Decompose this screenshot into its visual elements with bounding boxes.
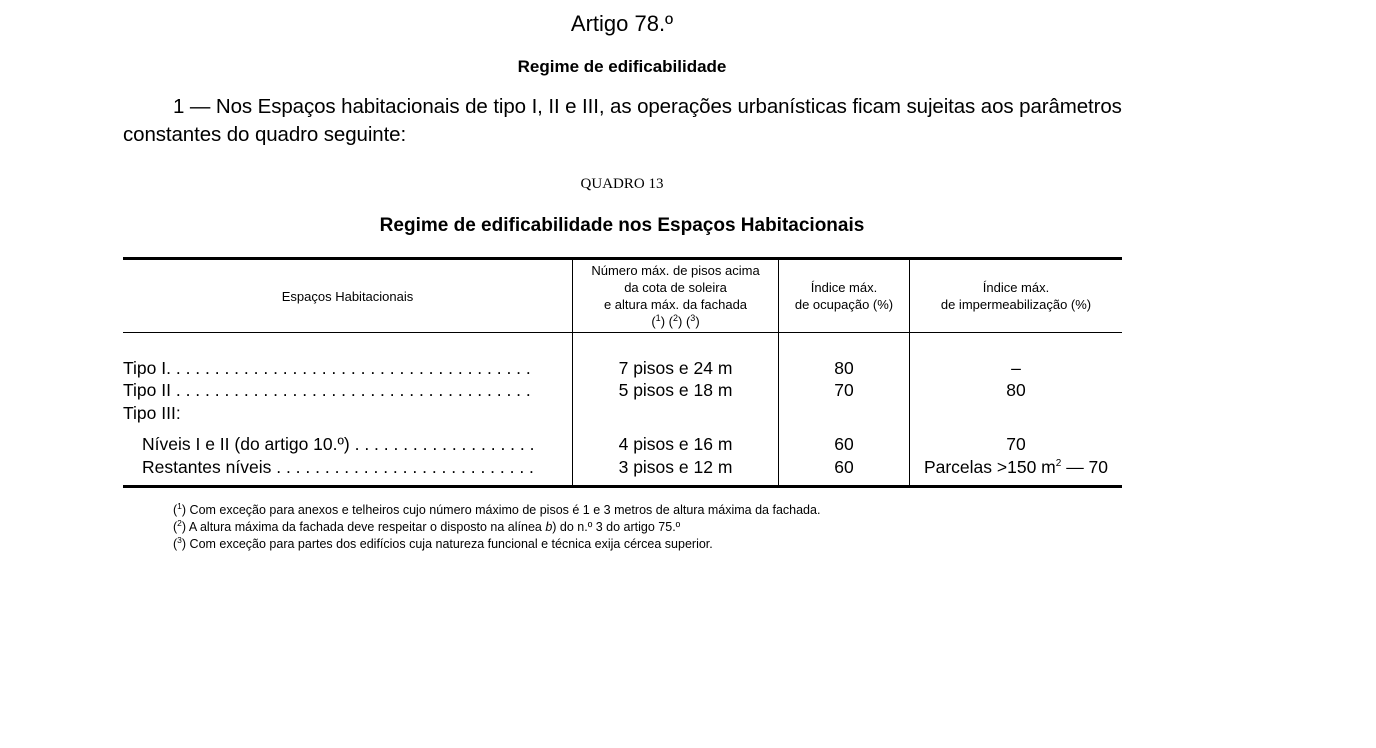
table-cell-floors: 4 pisos e 16 m [618, 434, 733, 454]
table-row-label: Níveis I e II (do artigo 10.º) . . . . . . . . . . . . . . . . . . . [142, 434, 535, 454]
table-cell-occupation: 60 [834, 457, 854, 477]
header-impermeabilizacao-line1: Índice máx. [982, 280, 1050, 295]
table-cell-impermeabilization: 80 [1006, 380, 1026, 400]
table-label: QUADRO 13 [580, 176, 664, 192]
table-cell-impermeabilization: – [1011, 358, 1021, 378]
table-cell-floors: 3 pisos e 12 m [618, 457, 733, 477]
header-pisos-line3: e altura máx. da fachada [603, 297, 748, 312]
header-espacos-label: Espaços Habitacionais [281, 288, 414, 304]
header-impermeabilizacao-line2: de impermeabilização (%) [940, 297, 1092, 312]
article-subtitle: Regime de edificabilidade [517, 57, 727, 76]
header-pisos-refs: ($^1$) ($^2$) ($^3$) [651, 313, 700, 329]
header-ocupacao-line1: Índice máx. [810, 280, 878, 295]
header-ocupacao [779, 260, 909, 332]
header-impermeabilizacao [910, 260, 1122, 332]
table-cell-floors: 5 pisos e 18 m [618, 380, 733, 400]
header-pisos-line1: Número máx. de pisos acima [591, 263, 760, 278]
article-paragraph: 1 — Nos Espaços habitacionais de tipo I, II e III, as operações urbanísticas ficam sujeitas aos parâmetros constantes do quadro seguinte: [123, 95, 1122, 146]
footnote-2: ($^2$) A altura máxima da fachada deve respeitar o disposto na alínea b) do n.º 3 do artigo 75.º [173, 518, 681, 534]
header-ocupacao-line2: de ocupação (%) [794, 297, 894, 312]
table-cell-impermeabilization: 70 [1006, 434, 1026, 454]
table-cell-impermeabilization: Parcelas >150 $m^2$ — 70 [923, 457, 1109, 477]
footnote-1: ($^1$) Com exceção para anexos e telheiros cujo número máximo de pisos é 1 e 3 metros de altura máxima da fachada. [173, 501, 821, 517]
table-header-rule [123, 332, 1122, 333]
table-title: Regime de edificabilidade nos Espaços Habitacionais [379, 215, 865, 236]
table-bottom-rule [123, 485, 1122, 488]
table-row-label: Tipo III: [123, 403, 181, 423]
table-cell-floors: 7 pisos e 24 m [618, 358, 733, 378]
table-row-label: Tipo II . . . . . . . . . . . . . . . . . . . . . . . . . . . . . . . . . . . . . [123, 380, 531, 400]
header-pisos-line2: da cota de soleira [624, 280, 727, 295]
table-cell-occupation: 70 [834, 380, 854, 400]
table-cell-occupation: 80 [834, 358, 854, 378]
table-cell-occupation: 60 [834, 434, 854, 454]
header-espacos [123, 260, 572, 332]
table-row-label: Restantes níveis . . . . . . . . . . . . . . . . . . . . . . . . . . . [142, 457, 534, 477]
footnote-3: ($^3$) Com exceção para partes dos edifícios cuja natureza funcional e técnica exija cércea superior. [173, 535, 713, 551]
article-title: Artigo 78.º [570, 11, 674, 36]
header-pisos [573, 260, 778, 332]
table-row-label: Tipo I. . . . . . . . . . . . . . . . . . . . . . . . . . . . . . . . . . . . . . [123, 358, 531, 378]
